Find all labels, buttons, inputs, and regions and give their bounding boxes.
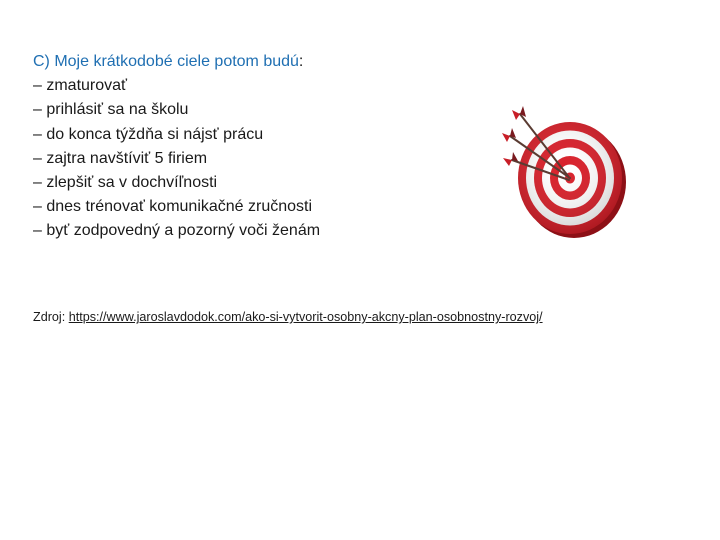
goals-text-block [33, 50, 493, 244]
goals-heading [33, 50, 493, 74]
source-citation [33, 310, 543, 324]
goals-heading-colon: : [298, 53, 304, 70]
source-link[interactable]: https://www.jaroslavdodok.com/ako-si-vytvorit-osobny-akcny-plan-osobnostny-rozvoj/ [68, 310, 543, 324]
goal-item: – do konca týždňa si nájsť prácu [33, 125, 264, 143]
goal-item: – byť zodpovedný a pozorný voči ženám [33, 222, 321, 240]
goal-item: – dnes trénovať komunikačné zručnosti [33, 198, 313, 216]
target-with-arrows-icon [498, 100, 638, 240]
goal-item: – prihlásiť sa na školu [33, 101, 189, 119]
source-label: Zdroj: [33, 310, 66, 324]
goal-item: – zmaturovať [33, 77, 128, 95]
goal-item: – zlepšiť sa v dochvíľnosti [33, 174, 218, 192]
goal-item: – zajtra navštíviť 5 firiem [33, 149, 208, 167]
goals-heading-text: C) Moje krátkodobé ciele potom budú [33, 53, 299, 70]
goal-list [33, 74, 493, 243]
